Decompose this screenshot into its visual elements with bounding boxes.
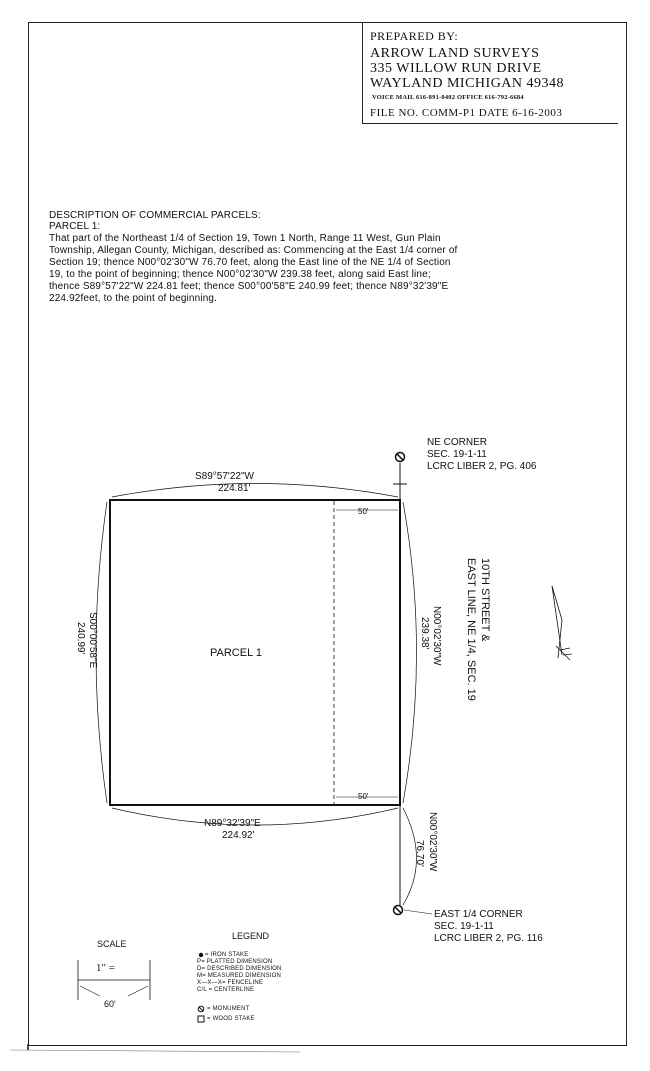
description-parcel: PARCEL 1: [49,221,101,232]
description-line-2: Township, Allegan County, Michigan, described as: Commencing at the East 1/4 corner of [49,245,458,256]
description-heading: DESCRIPTION OF COMMERCIAL PARCELS: [49,210,261,221]
scale-title: SCALE [97,939,127,949]
company-city: WAYLAND MICHIGAN 49348 [370,76,565,91]
company-name: ARROW LAND SURVEYS [370,46,540,61]
north-bearing: S89°57'22"W [195,471,254,482]
monument-icon [198,1006,204,1012]
lower-distance: 76.70' [414,840,425,867]
legend-item-described: D= DESCRIBED DIMENSION [197,966,282,972]
lower-bearing: N00°02'30"W [427,812,438,872]
setback-bottom-label: 50' [358,792,369,801]
prepared-by-label: PREPARED BY: [370,29,459,43]
file-number-date: FILE NO. COMM-P1 DATE 6-16-2003 [370,107,563,119]
legend-item-iron-stake: = IRON STAKE [205,952,249,958]
ne-corner-monument [396,453,405,462]
south-bearing: N89°32'39"E [204,818,261,829]
east-bearing: N00°02'30"W [431,606,442,666]
legend-item-measured: M= MEASURED DIMENSION [197,973,282,979]
east-corner-label: EAST 1/4 CORNER SEC. 19-1-11 LCRC LIBER 2, PG. 116 [434,909,543,944]
description-line-6: 224.92feet, to the point of beginning. [49,293,218,304]
ne-corner-label: NE CORNER SEC. 19-1-11 LCRC LIBER 2, PG. 406 [427,437,537,472]
description-line-5: thence S89°57'22"W 224.81 feet; thence S00°00'58"E 240.99 feet; thence N89°32'39"E [49,281,449,292]
legend-item-centerline: C/L = CENTERLINE [197,987,255,993]
description-line-3: Section 19; thence N00°02'30"W 76.70 feet, along the East line of the NE 1/4 of Section [49,257,451,268]
legend-item-platted: P= PLATTED DIMENSION [197,959,273,965]
legend-item-monument: = MONUMENT [207,1006,250,1012]
setback-top-label: 50' [358,507,369,516]
scale-ratio: 1" = [96,962,115,974]
east-distance: 239.38' [419,617,430,650]
street-label-line2: EAST LINE, NE 1/4, SEC. 19 [465,558,477,701]
legend-item-fenceline: X—X—X= FENCELINE [197,980,264,986]
company-street: 335 WILLOW RUN DRIVE [370,61,542,76]
legend-item-wood-stake: = WOOD STAKE [207,1016,255,1022]
company-phones: VOICE MAIL 616-891-0402 OFFICE 616-792-6684 [372,94,524,101]
scale-value: 60' [104,999,116,1009]
parcel-label: PARCEL 1 [210,647,262,659]
west-bearing: S00°00'58"E [87,612,98,669]
iron-stake-icon [199,953,203,957]
east-corner-monument [394,906,403,915]
description-line-4: 19, to the point of beginning; thence N00°02'30"W 239.38 feet, along said East line; [49,269,431,280]
street-label-line1: 10TH STREET & [479,558,491,642]
north-distance: 224.81' [218,483,251,494]
south-distance: 224.92' [222,830,255,841]
description-line-1: That part of the Northeast 1/4 of Section 19, Town 1 North, Range 11 West, Gun Plain [49,233,441,244]
legend-title: LEGEND [232,931,270,941]
west-distance: 240.99' [75,622,86,655]
wood-stake-icon [198,1016,204,1022]
